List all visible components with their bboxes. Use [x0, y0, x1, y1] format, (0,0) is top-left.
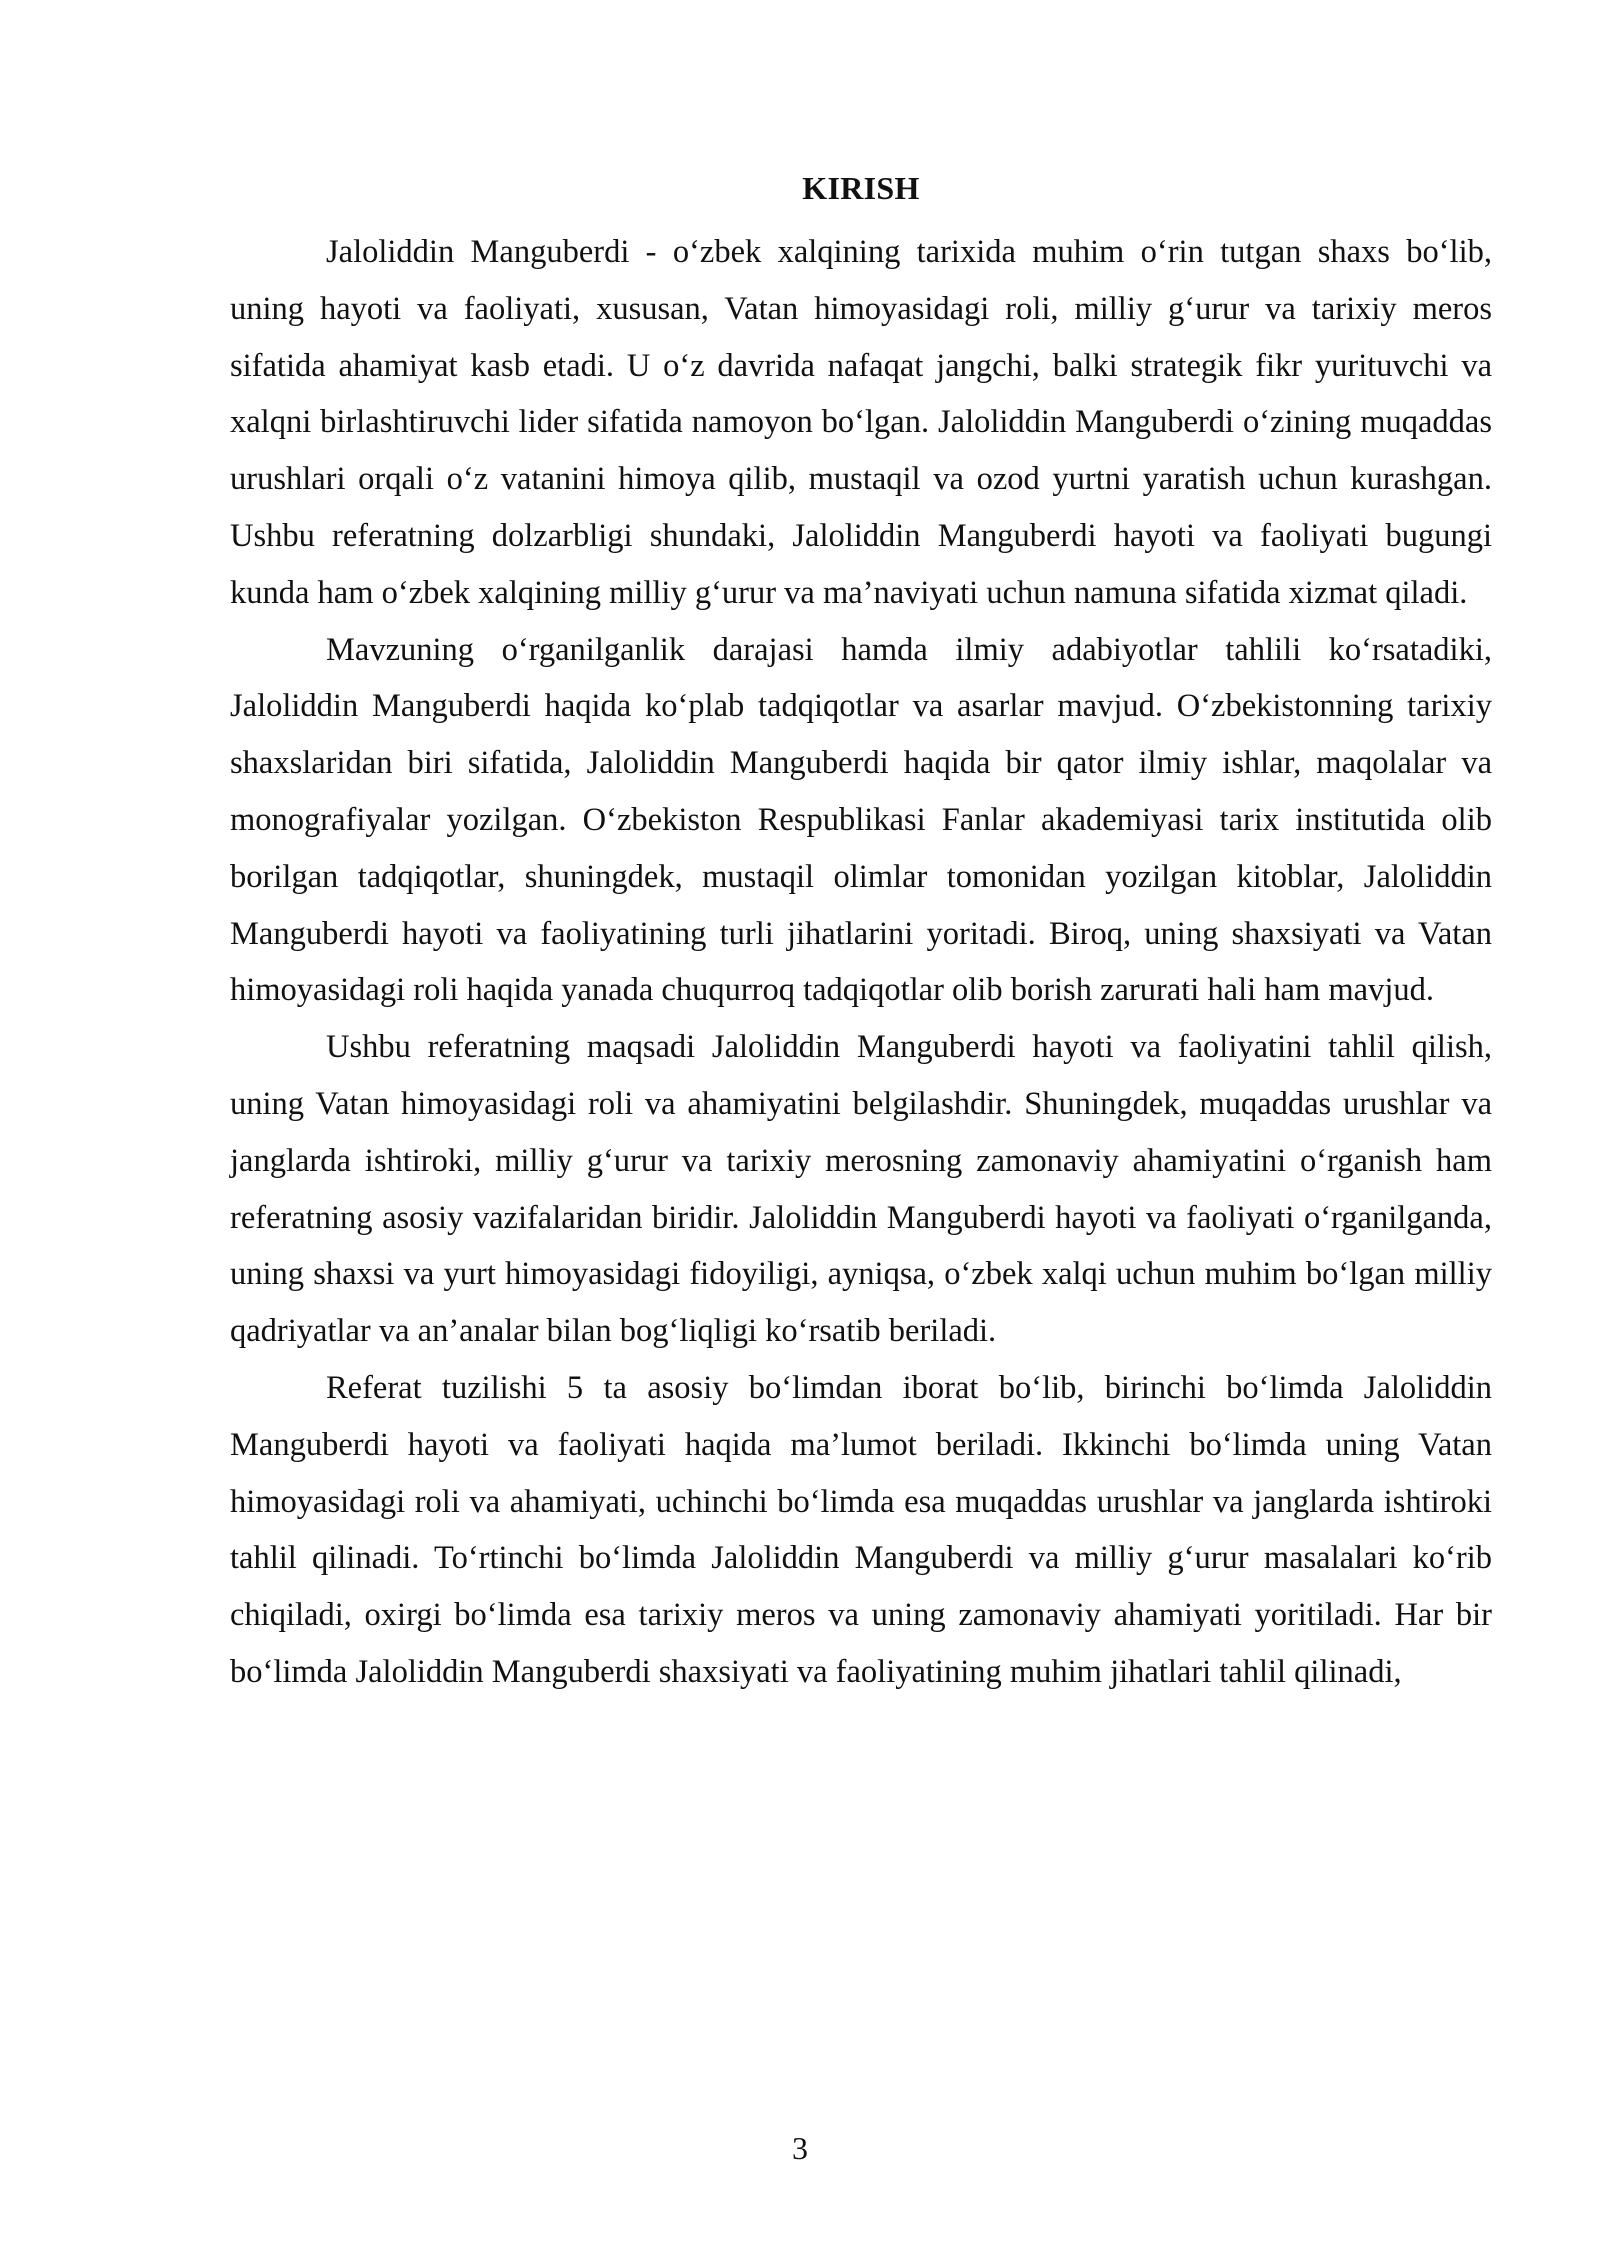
paragraph-literature-review: Mavzuning o‘rganilganlik darajasi hamda ilmiy adabiyotlar tahlili ko‘rsatadiki, Jaloliddin Manguberdi haqida ko‘plab tadqiqotlar va asarlar mavjud. O‘zbekistonning tarixiy shaxslaridan biri sifatida, Jaloliddin Manguberdi haqida bir qator ilmiy ishlar, maqolalar va monografiyalar yozilgan. O‘zbekiston Respublikasi Fanlar akademiyasi tarix institutida olib borilgan tadqiqotlar, shuningdek, mustaqil olimlar tomonidan yozilgan kitoblar, Jaloliddin Manguberdi hayoti va faoliyatining turli jihatlarini yoritadi. Biroq, uning shaxsiyati va Vatan himoyasidagi roli haqida yanada chuqurroq tadqiqotlar olib borish zarurati hali ham mavjud. [230, 631, 1492, 1009]
page-number: 3 [792, 2130, 808, 2166]
page-content [230, 160, 1492, 1701]
paragraph-structure: Referat tuzilishi 5 ta asosiy bo‘limdan iborat bo‘lib, birinchi bo‘limda Jaloliddin Manguberdi hayoti va faoliyati haqida ma’lumot beriladi. Ikkinchi bo‘limda uning Vatan himoyasidagi roli va ahamiyati, uchinchi bo‘limda esa muqaddas urushlar va janglarda ishtiroki tahlil qilinadi. To‘rtinchi bo‘limda Jaloliddin Manguberdi va milliy g‘urur masalalari ko‘rib chiqiladi, oxirgi bo‘limda esa tarixiy meros va uning zamonaviy ahamiyati yoritiladi. Har bir bo‘limda Jaloliddin Manguberdi shaxsiyati va faoliyatining muhim jihatlari tahlil qilinadi, [230, 1369, 1492, 1690]
section-title: KIRISH [802, 170, 920, 206]
paragraph-goal: Ushbu referatning maqsadi Jaloliddin Manguberdi hayoti va faoliyatini tahlil qilish, uning Vatan himoyasidagi roli va ahamiyatini belgilashdir. Shuningdek, muqaddas urushlar va janglarda ishtiroki, milliy g‘urur va tarixiy merosning zamonaviy ahamiyatini o‘rganish ham referatning asosiy vazifalaridan biridir. Jaloliddin Manguberdi hayoti va faoliyati o‘rganilganda, uning shaxsi va yurt himoyasidagi fidoyiligi, ayniqsa, o‘zbek xalqi uchun muhim bo‘lgan milliy qadriyatlar va an’analar bilan bog‘liqligi ko‘rsatib beriladi. [230, 1029, 1492, 1350]
paragraph-relevance: Jaloliddin Manguberdi - o‘zbek xalqining tarixida muhim o‘rin tutgan shaxs bo‘lib, uning hayoti va faoliyati, xususan, Vatan himoyasidagi roli, milliy g‘urur va tarixiy meros sifatida ahamiyat kasb etadi. U o‘z davrida nafaqat jangchi, balki strategik fikr yurituvchi va xalqni birlashtiruvchi lider sifatida namoyon bo‘lgan. Jaloliddin Manguberdi o‘zining muqaddas urushlari orqali o‘z vatanini himoya qilib, mustaqil va ozod yurtni yaratish uchun kurashgan. Ushbu referatning dolzarbligi shundaki, Jaloliddin Manguberdi hayoti va faoliyati bugungi kunda ham o‘zbek xalqining milliy g‘urur va ma’naviyati uchun namuna sifatida xizmat qiladi. [230, 234, 1492, 611]
